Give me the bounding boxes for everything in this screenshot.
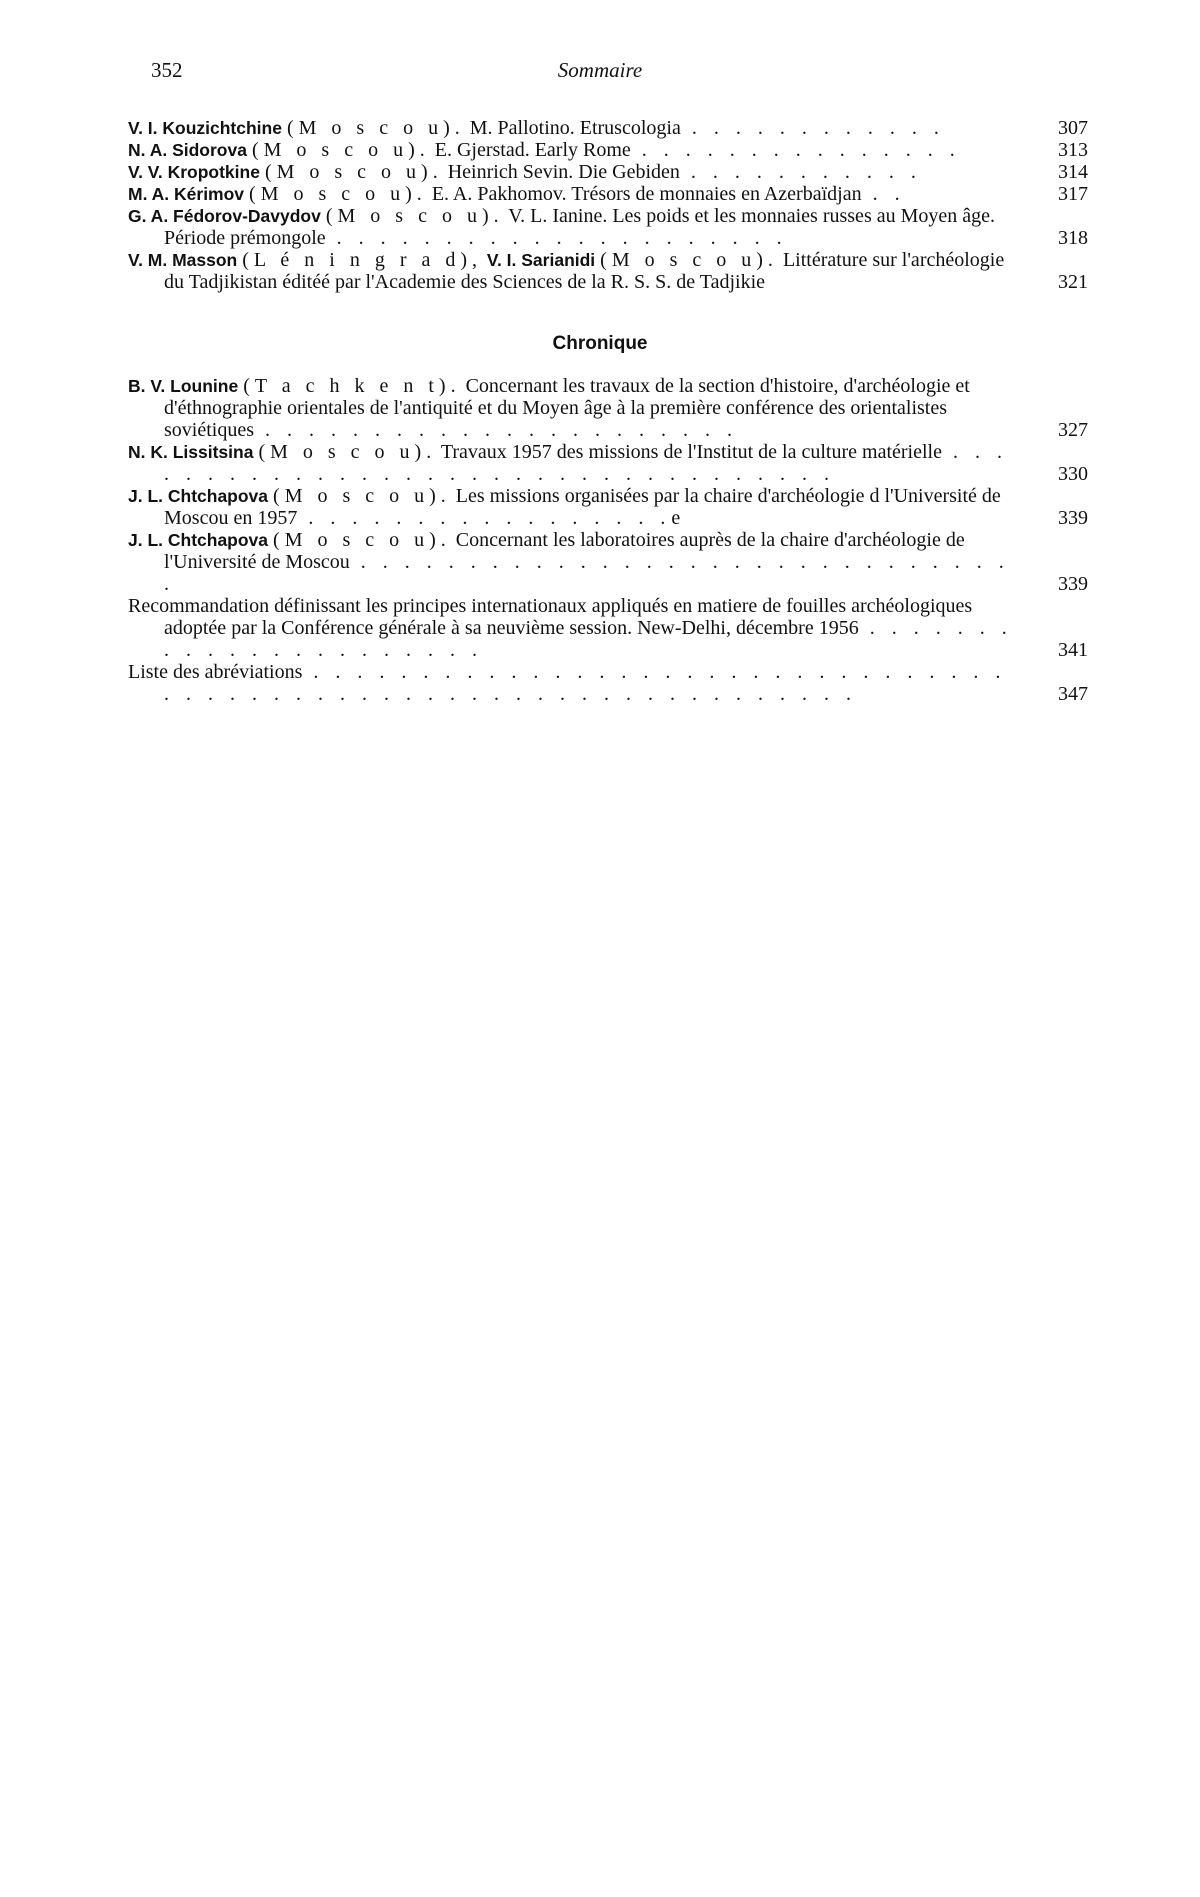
- toc-entry: [128, 441, 1088, 485]
- entry-city: (L é n i n g r a d),: [242, 249, 483, 271]
- page-ref: 339: [1058, 507, 1088, 529]
- toc-entry: [128, 183, 1088, 205]
- dot-leader: . . . . . . . . . . . . . . . . .e: [297, 507, 687, 529]
- page-ref: 347: [1058, 683, 1088, 705]
- entry-author: V. M. Masson: [128, 250, 238, 270]
- page-ref: 321: [1058, 271, 1088, 293]
- toc-contributions: [128, 117, 1088, 293]
- running-title: Sommaire: [557, 58, 643, 82]
- toc-entry: [128, 595, 1088, 661]
- page-ref: 307: [1058, 117, 1088, 139]
- page-ref: 318: [1058, 227, 1088, 249]
- entry-author: J. L. Chtchapova: [128, 486, 269, 506]
- entry-title: Heinrich Sevin. Die Gebiden: [442, 161, 680, 183]
- dot-leader: . . . . . . . . . . . . . . . . . . . . . . . . . . . . . . . . . .: [164, 441, 1008, 485]
- toc-entry-text: [128, 117, 1024, 139]
- entry-title: E. Gjerstad. Early Rome: [429, 139, 631, 161]
- toc-entry: [128, 161, 1088, 183]
- toc-entry-text: [128, 529, 1024, 595]
- dot-leader: . . . . . . . . . . . .: [680, 117, 945, 139]
- entry-title: Littérature sur l'archéologie du Tadjikistan éditéé par l'Academie des Sciences de la R. S. S. de Tadjikie: [164, 249, 1005, 293]
- dot-leader: . . . . . . . . . . . . . . . . . . . . . .: [254, 419, 738, 441]
- dot-leader: . . . . . . . . . . . . . . . . . . . . . . . . . . . . . . .: [164, 551, 1010, 595]
- entry-city: (M o s c o u).: [325, 205, 504, 227]
- toc-entry-text: [128, 441, 1024, 485]
- entry-city: (M o s c o u).: [251, 139, 430, 161]
- dot-leader: . . . . . . . . . . . . . . . . . . . . . .: [164, 617, 1013, 661]
- entry-title: E. A. Pakhomov. Trésors de monnaies en Azerbaïdjan: [426, 183, 862, 205]
- entry-city: (M o s c o u).: [273, 485, 451, 507]
- entry-title: M. Pallotino. Etruscologia: [464, 117, 681, 139]
- entry-author: V. V. Kropotkine: [128, 162, 260, 182]
- page-ref: 330: [1058, 463, 1088, 485]
- toc-entry-text: [128, 139, 1024, 161]
- toc-entry-text: [128, 595, 1024, 661]
- toc-entry-text: [128, 161, 1024, 183]
- toc-entry-text: [128, 249, 1024, 293]
- entry-city: (M o s c o u).: [264, 161, 443, 183]
- entry-city: (M o s c o u).: [249, 183, 427, 205]
- page-ref: 327: [1058, 419, 1088, 441]
- toc-entry-text: [128, 375, 1024, 441]
- entry-city: (T a c h k e n t).: [243, 375, 461, 397]
- entry-city: (M o s c o u).: [258, 441, 437, 463]
- entry-title: Liste des abréviations: [128, 661, 303, 683]
- toc-entry: [128, 249, 1088, 293]
- entry-author: V. I. Sarianidi: [482, 250, 596, 270]
- page-ref: 339: [1058, 573, 1088, 595]
- page-ref: 313: [1058, 139, 1088, 161]
- entry-author: G. A. Fédorov-Davydov: [128, 206, 321, 226]
- entry-city: (M o s c o u).: [600, 249, 778, 271]
- entry-author: N. A. Sidorova: [128, 140, 247, 160]
- dot-leader: . . . . . . . . . . .: [679, 161, 922, 183]
- entry-title: Travaux 1957 des missions de l'Institut de la culture matérielle: [436, 441, 942, 463]
- page-ref: 314: [1058, 161, 1088, 183]
- toc-entry: [128, 205, 1088, 249]
- entry-title: Les missions organisées par la chaire d'archéologie d l'Université de Moscou en 1957: [164, 485, 1001, 529]
- toc-chronique: [128, 375, 1088, 705]
- toc-entry: [128, 485, 1088, 529]
- toc-entry: [128, 529, 1088, 595]
- entry-title: Concernant les travaux de la section d'histoire, d'archéologie et d'éthnographie orientales de l'antiquité et du Moyen âge à la première conférence des orientalistes soviétiques: [164, 375, 970, 441]
- toc-entry: [128, 139, 1088, 161]
- entry-title: V. L. Ianine. Les poids et les monnaies russes au Moyen âge. Période prémongole: [164, 205, 996, 249]
- entry-author: B. V. Lounine: [128, 376, 239, 396]
- entry-title: Concernant les laboratoires auprès de la chaire d'archéologie de l'Université de Moscou: [164, 529, 965, 573]
- page-header: [0, 58, 1200, 88]
- entry-author: J. L. Chtchapova: [128, 530, 269, 550]
- toc-entry: [128, 661, 1088, 705]
- entry-city: (M o s c o u).: [286, 117, 465, 139]
- entry-author: V. I. Kouzichtchine: [128, 118, 282, 138]
- toc-entry-text: [128, 661, 1024, 705]
- toc-entry: [128, 117, 1088, 139]
- entry-title: Recommandation définissant les principes internationaux appliqués en matiere de fouilles archéologiques adoptée par la Conférence générale à sa neuvième session. New-Delhi, décembre 1956: [128, 595, 973, 639]
- page-number: 352: [151, 58, 183, 82]
- dot-leader: . . . . . . . . . . . . . . . . . . . . . . . . . . . . . . . . . . . . . . . . . . . . . . . . . . . . . . . . . . . . . . . .: [164, 661, 1007, 705]
- toc-entry-text: [128, 183, 1024, 205]
- entry-author: N. K. Lissitsina: [128, 442, 254, 462]
- page-ref: 341: [1058, 639, 1088, 661]
- dot-leader: . . . . . . . . . . . . . . .: [630, 139, 961, 161]
- toc-entry-text: [128, 485, 1024, 529]
- toc-entry-text: [128, 205, 1024, 249]
- dot-leader: . .: [861, 183, 906, 205]
- entry-city: (M o s c o u).: [273, 529, 451, 551]
- dot-leader: . . . . . . . . . . . . . . . . . . . . .: [325, 227, 788, 249]
- toc-entry: [128, 375, 1088, 441]
- section-heading-chronique: Chronique: [552, 333, 648, 354]
- page-ref: 317: [1058, 183, 1088, 205]
- entry-author: M. A. Kérimov: [128, 184, 245, 204]
